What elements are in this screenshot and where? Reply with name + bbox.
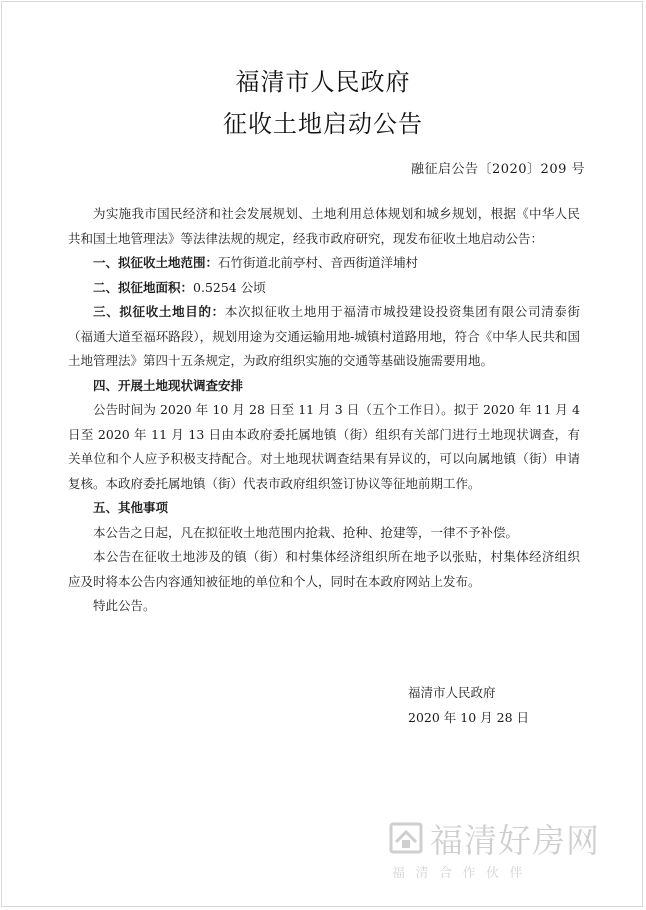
watermark-brand: 福清好房网 bbox=[430, 821, 600, 860]
closing-line: 特此公告。 bbox=[93, 598, 156, 613]
page-title: 福清市人民政府 bbox=[235, 68, 411, 96]
section-5-paragraph-1: 本公告之日起，凡在拟征收土地范围内抢栽、抢种、抢建等，一律不予补偿。 bbox=[93, 524, 519, 540]
house-logo-icon bbox=[388, 820, 424, 856]
section-1-text: 石竹街道北前亭村、音西街道洋埔村 bbox=[218, 255, 419, 270]
watermark-tagline: 福清合作伙伴 bbox=[392, 866, 534, 881]
signature-date: 2020 年 10 月 28 日 bbox=[408, 710, 529, 725]
watermark bbox=[388, 818, 610, 882]
section-2 bbox=[68, 276, 580, 301]
section-3-heading: 三、拟征收土地目的： bbox=[93, 304, 225, 319]
section-4-text: 公告时间为 2020 年 10 月 28 日至 11 月 3 日（五个工作日）。拟于 2020 年 11 月 4 日至 2020 年 11 月 13 日由本政府委托属地镇（街）组织有关部门进行土地现状调查，有关单位和个人应予积极支持配合。对土地现状调查结果有异议的，可以向属地镇（街）申请复核。本政府委托属地镇（街）代表市政府组织签订协议等征地前期工作。 bbox=[68, 402, 580, 491]
section-3 bbox=[68, 300, 580, 374]
section-2-text: 0.5254 公顷 bbox=[193, 279, 266, 295]
intro-paragraph: 为实施我市国民经济和社会发展规划、土地利用总体规划和城乡规划，根据《中华人民共和国土地管理法》等法律法规的规定，经我市政府研究，现发布征收土地启动公告： bbox=[68, 206, 580, 246]
section-1-heading: 一、拟征收土地范围： bbox=[93, 255, 219, 270]
notice-body bbox=[68, 202, 580, 619]
document-number: 融征启公告〔2020〕209 号 bbox=[410, 162, 585, 177]
signature-issuer: 福清市人民政府 bbox=[408, 685, 496, 700]
section-5-paragraph-2: 本公告在征收土地涉及的镇（街）和村集体经济组织所在地予以张贴，村集体经济组织应及时将本公告内容通知被征地的单位和个人，同时在本政府网站上发布。 bbox=[68, 549, 580, 589]
section-5-heading: 五、其他事项 bbox=[93, 500, 169, 515]
section-2-heading: 二、拟征地面积： bbox=[93, 279, 194, 295]
section-3-text: 本次拟征收土地用于福清市城投建设投资集团有限公司清泰街（福通大道至福环路段），规划用途为交通运输用地-城镇村道路用地，符合《中华人民共和国土地管理法》第四十五条规定，为政府组织实施的交通等基础设施需要用地。 bbox=[68, 304, 580, 368]
section-4-heading: 四、开展土地现状调查安排 bbox=[93, 377, 244, 393]
page-subtitle: 征收土地启动公告 bbox=[223, 110, 423, 138]
section-1 bbox=[68, 251, 580, 276]
